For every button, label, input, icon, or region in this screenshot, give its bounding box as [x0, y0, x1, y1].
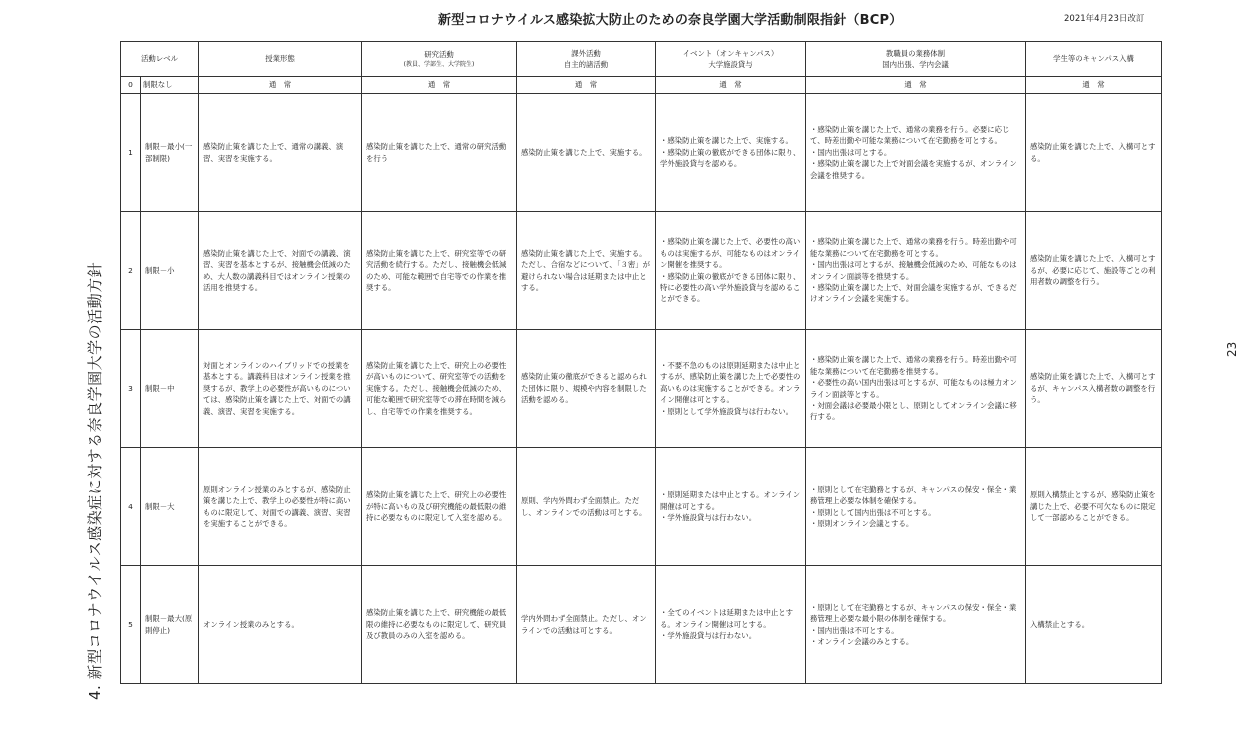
level-number: 5 [121, 566, 141, 684]
table-cell: ・感染防止策を講じた上で、通常の業務を行う。時差出勤や可能な業務について在宅勤務を可とする。 ・国内出張は可とするが、接触機会低減のため、可能なものはオンライン面談等を推奨する。 ・感染防止策を講じた上で、対面会議を実施するが、できるだけオンライン会議を実施する。 [806, 212, 1026, 330]
table-cell: 通 常 [517, 77, 656, 94]
level-number: 4 [121, 448, 141, 566]
table-cell: 感染防止策を講じた上で、実施する。ただし、合宿などについて、「３密」が避けられない場合は延期または中止とする。 [517, 212, 656, 330]
table-row [121, 566, 1162, 684]
bcp-table [120, 41, 1162, 684]
table-cell: 学内外問わず全面禁止。ただし、オンラインでの活動は可とする。 [517, 566, 656, 684]
table-cell: 感染防止策を講じた上で、研究室等での研究活動を続行する。ただし、接触機会低減のため、可能な範囲で自宅等での作業を推奨する。 [362, 212, 517, 330]
table-cell: 感染防止策を講じた上で、研究上の必要性が特に高いもの及び研究機能の最低限の維持に必要なものに限定して入室を認める。 [362, 448, 517, 566]
table-cell: 感染防止策を講じた上で、研究上の必要性が高いものについて、研究室等での活動を実施する。ただし、接触機会低減のため、可能な範囲で研究室等での滞在時間を減らし、自宅等での作業を推奨する。 [362, 330, 517, 448]
header-staff: 教職員の業務体制 国内出張、学内会議 [806, 42, 1026, 77]
table-cell: 原則オンライン授業のみとするが、感染防止策を講じた上で、教学上の必要性が特に高いものに限定して、対面での講義、演習、実習を実施することができる。 [199, 448, 362, 566]
level-number: 0 [121, 77, 141, 94]
table-row [121, 330, 1162, 448]
table-cell: 通 常 [199, 77, 362, 94]
table-cell: 通 常 [362, 77, 517, 94]
table-cell: 対面とオンラインのハイブリッドでの授業を基本とする。講義科目はオンライン授業を推奨するが、教学上の必要性が高いものについては、感染防止策を講じた上で、対面での講義、演習、実習を実施する。 [199, 330, 362, 448]
header-entry: 学生等のキャンパス入構 [1026, 42, 1162, 77]
table-row [121, 212, 1162, 330]
level-name: 制限－大 [141, 448, 199, 566]
table-cell: ・感染防止策を講じた上で、実施する。 ・感染防止策の徹底ができる団体に限り、学外施設貸与を認める。 [656, 94, 806, 212]
table-cell: ・原則として在宅勤務とするが、キャンパスの保安・保全・業務管理上必要な体制を確保する。 ・原則として国内出張は不可とする。 ・原則オンライン会議とする。 [806, 448, 1026, 566]
table-cell: ・不要不急のものは原則延期または中止とするが、感染防止策を講じた上で必要性の高いものは実施することができる。オンライン開催は可とする。 ・原則として学外施設貸与は行わない。 [656, 330, 806, 448]
table-cell: 通 常 [656, 77, 806, 94]
page-number: 23 [1225, 341, 1239, 357]
page-title: 新型コロナウイルス感染拡大防止のための奈良学園大学活動制限指針（BCP） [438, 13, 903, 28]
table-cell: 感染防止策を講じた上で、通常の講義、演習、実習を実施する。 [199, 94, 362, 212]
header-research: 研究活動 (教員、学部生、大学院生) [362, 42, 517, 77]
level-number: 1 [121, 94, 141, 212]
table-cell: 感染防止策を講じた上で、対面での講義、演習、実習を基本とするが、接触機会低減のため、大人数の講義科目ではオンライン授業の活用を推奨する。 [199, 212, 362, 330]
table-row [121, 94, 1162, 212]
table-cell: 感染防止策を講じた上で、実施する。 [517, 94, 656, 212]
table-cell: 通 常 [1026, 77, 1162, 94]
table-cell: ・全てのイベントは延期または中止とする。オンライン開催は可とする。 ・学外施設貸与は行わない。 [656, 566, 806, 684]
header-extra: 課外活動 自主的諸活動 [517, 42, 656, 77]
table-cell: 入構禁止とする。 [1026, 566, 1162, 684]
level-name: 制限－小 [141, 212, 199, 330]
table-cell: ・原則延期または中止とする。オンライン開催は可とする。 ・学外施設貸与は行わない。 [656, 448, 806, 566]
table-row [121, 77, 1162, 94]
table-cell: 通 常 [806, 77, 1026, 94]
level-name: 制限－最大(原則停止) [141, 566, 199, 684]
header-class: 授業形態 [199, 42, 362, 77]
table-cell: 原則入構禁止とするが、感染防止策を講じた上で、必要不可欠なものに限定して一部認めることができる。 [1026, 448, 1162, 566]
table-cell: オンライン授業のみとする。 [199, 566, 362, 684]
table-cell: 感染防止策を講じた上で、通常の研究活動を行う [362, 94, 517, 212]
table-cell: 感染防止策を講じた上で、入構可とするが、必要に応じて、施設等ごとの利用者数の調整を行う。 [1026, 212, 1162, 330]
table-cell: ・感染防止策を講じた上で、通常の業務を行う。時差出勤や可能な業務について在宅勤務を推奨する。 ・必要性の高い国内出張は可とするが、可能なものは極力オンライン面談等とする。 ・対面会議は必要最小限とし、原則としてオンライン会議に移行する。 [806, 330, 1026, 448]
table-row [121, 448, 1162, 566]
table-cell: ・原則として在宅勤務とするが、キャンパスの保安・保全・業務管理上必要な最小限の体制を確保する。 ・国内出張は不可とする。 ・オンライン会議のみとする。 [806, 566, 1026, 684]
revision-date: 2021年4月23日改訂 [1064, 14, 1145, 24]
table-cell: 感染防止策を講じた上で、入構可とする。 [1026, 94, 1162, 212]
table-cell: 感染防止策を講じた上で、研究機能の最低限の維持に必要なものに限定して、研究員及び教員のみの入室を認める。 [362, 566, 517, 684]
section-title: 4. 新型コロナウイルス感染症に対する奈良学園大学の活動方針 [86, 261, 104, 700]
level-name: 制限－中 [141, 330, 199, 448]
header-level: 活動レベル [121, 42, 199, 77]
table-cell: ・感染防止策を講じた上で、通常の業務を行う。必要に応じて、時差出勤や可能な業務について在宅勤務を可とする。 ・国内出張は可とする。 ・感染防止策を講じた上で対面会議を実施するが、オンライン会議を推奨する。 [806, 94, 1026, 212]
header-event: イベント（オンキャンパス） 大学施設貸与 [656, 42, 806, 77]
table-header-row [121, 42, 1162, 77]
table-cell: ・感染防止策を講じた上で、必要性の高いものは実施するが、可能なものはオンライン開催を推奨する。 ・感染防止策の徹底ができる団体に限り、特に必要性の高い学外施設貸与を認めることができる。 [656, 212, 806, 330]
table-cell: 原則、学内外問わず全面禁止。ただし、オンラインでの活動は可とする。 [517, 448, 656, 566]
level-number: 2 [121, 212, 141, 330]
level-name: 制限－最小(一部制限) [141, 94, 199, 212]
table-cell: 感染防止策を講じた上で、入構可とするが、キャンパス入構者数の調整を行う。 [1026, 330, 1162, 448]
level-name: 制限なし [141, 77, 199, 94]
level-number: 3 [121, 330, 141, 448]
table-cell: 感染防止策の徹底ができると認められた団体に限り、規模や内容を制限した活動を認める。 [517, 330, 656, 448]
